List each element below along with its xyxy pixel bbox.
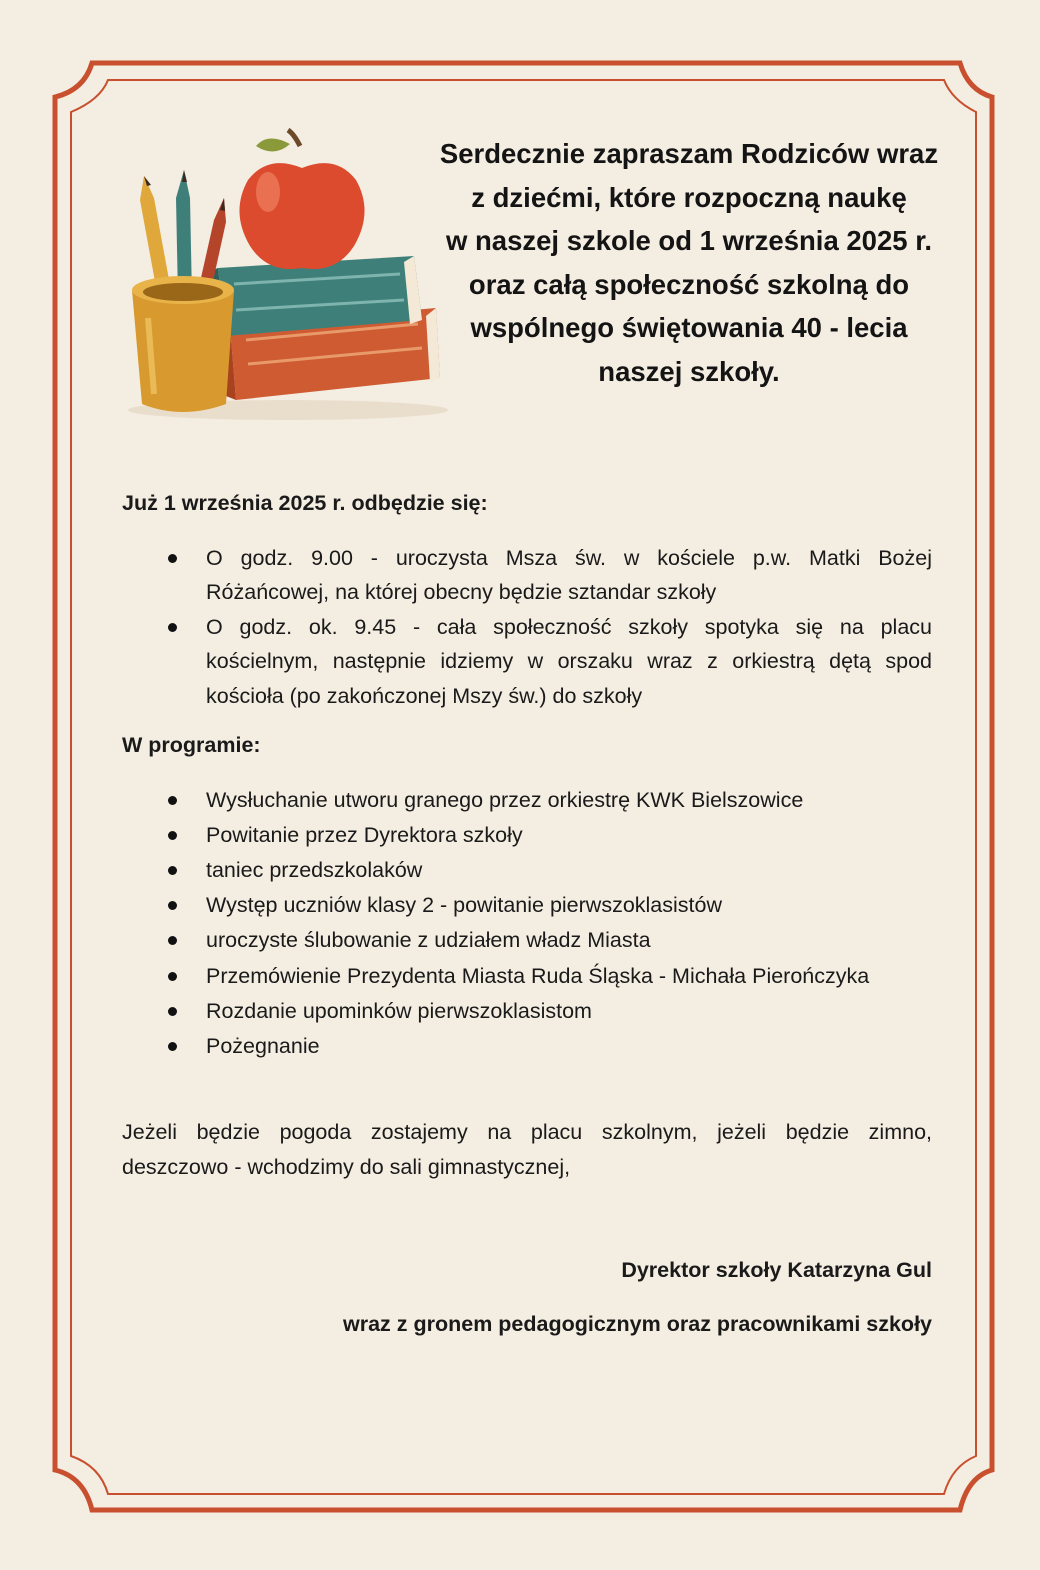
event-item-text: O godz. ok. 9.45 - cała społeczność szkoły spotyka się na placu [206,614,932,639]
books-icon [208,256,440,400]
program-item-text: Powitanie przez Dyrektora szkoły [206,822,523,847]
headline-line: wspólnego świętowania 40 - lecia [470,312,908,343]
note-line: deszczowo - wchodzimy do sali gimnastycznej, [122,1154,571,1179]
note-line: Jeżeli będzie pogoda zostajemy na placu szkolnym, jeżeli będzie zimno, [122,1120,932,1144]
list-item [122,818,932,853]
program-item-text: uroczyste ślubowanie z udziałem władz Miasta [206,928,651,953]
bullet-icon [168,936,177,945]
headline-line: naszej szkoły. [598,355,780,387]
signature-director: Dyrektor szkoły Katarzyna Gul [621,1258,932,1282]
event-item-text: O godz. 9.00 - uroczysta Msza św. w kościele p.w. Matki Bożej [206,545,932,570]
bullet-icon [168,623,177,632]
bullet-icon [168,1007,177,1016]
signature-staff: wraz z gronem pedagogicznym oraz pracownikami szkoły [342,1311,932,1336]
program-item-text: Występ uczniów klasy 2 - powitanie pierwszoklasistów [206,893,722,918]
headline-line: w naszej szkole od 1 września 2025 r. [445,225,933,256]
bullet-icon [168,1042,177,1051]
event-section [122,486,932,713]
program-item-text: taniec przedszkolaków [206,857,423,882]
program-list [122,783,932,1065]
bullet-icon [168,796,177,805]
program-item-text: Pożegnanie [206,1033,320,1058]
headline-line: z dziećmi, które rozpoczną naukę [471,181,907,213]
bullet-icon [168,554,177,563]
program-item-text: Rozdanie upominków pierwszoklasistom [206,998,592,1023]
program-section [122,728,932,1064]
list-item [122,610,932,714]
bullet-icon [168,901,177,910]
headline-line: Serdecznie zapraszam Rodziców wraz [439,138,939,169]
school-illustration [118,128,458,428]
list-item [122,853,932,888]
program-title: W programie: [122,733,261,757]
list-item [122,783,932,818]
list-item [122,541,932,610]
event-item-text: kościoła (po zakończonej Mszy św.) do szkoły [206,683,643,708]
bullet-icon [168,866,177,875]
list-item [122,994,932,1029]
list-item [122,888,932,923]
event-item-text: Różańcowej, na której obecny będzie sztandar szkoły [206,580,717,604]
list-item [122,1029,932,1064]
apple-icon [239,130,364,269]
list-item [122,959,932,994]
pencil-cup-icon [132,170,234,412]
headline-line: oraz całą społeczność szkolną do [468,268,910,300]
event-title: Już 1 września 2025 r. odbędzie się: [122,491,488,515]
event-item-text: kościelnym, następnie idziemy w orszaku wraz z orkiestrą dętą spod [206,649,932,673]
invitation-headline [428,132,950,393]
bullet-icon [168,972,177,981]
bullet-icon [168,831,177,840]
signature-block [122,1253,932,1341]
weather-note [122,1115,932,1184]
program-item-text: Przemówienie Prezydenta Miasta Ruda Śląska - Michała Pierończyka [206,963,870,988]
event-list [122,541,932,714]
program-item-text: Wysłuchanie utworu granego przez orkiestrę KWK Bielszowice [206,787,804,812]
list-item [122,923,932,958]
